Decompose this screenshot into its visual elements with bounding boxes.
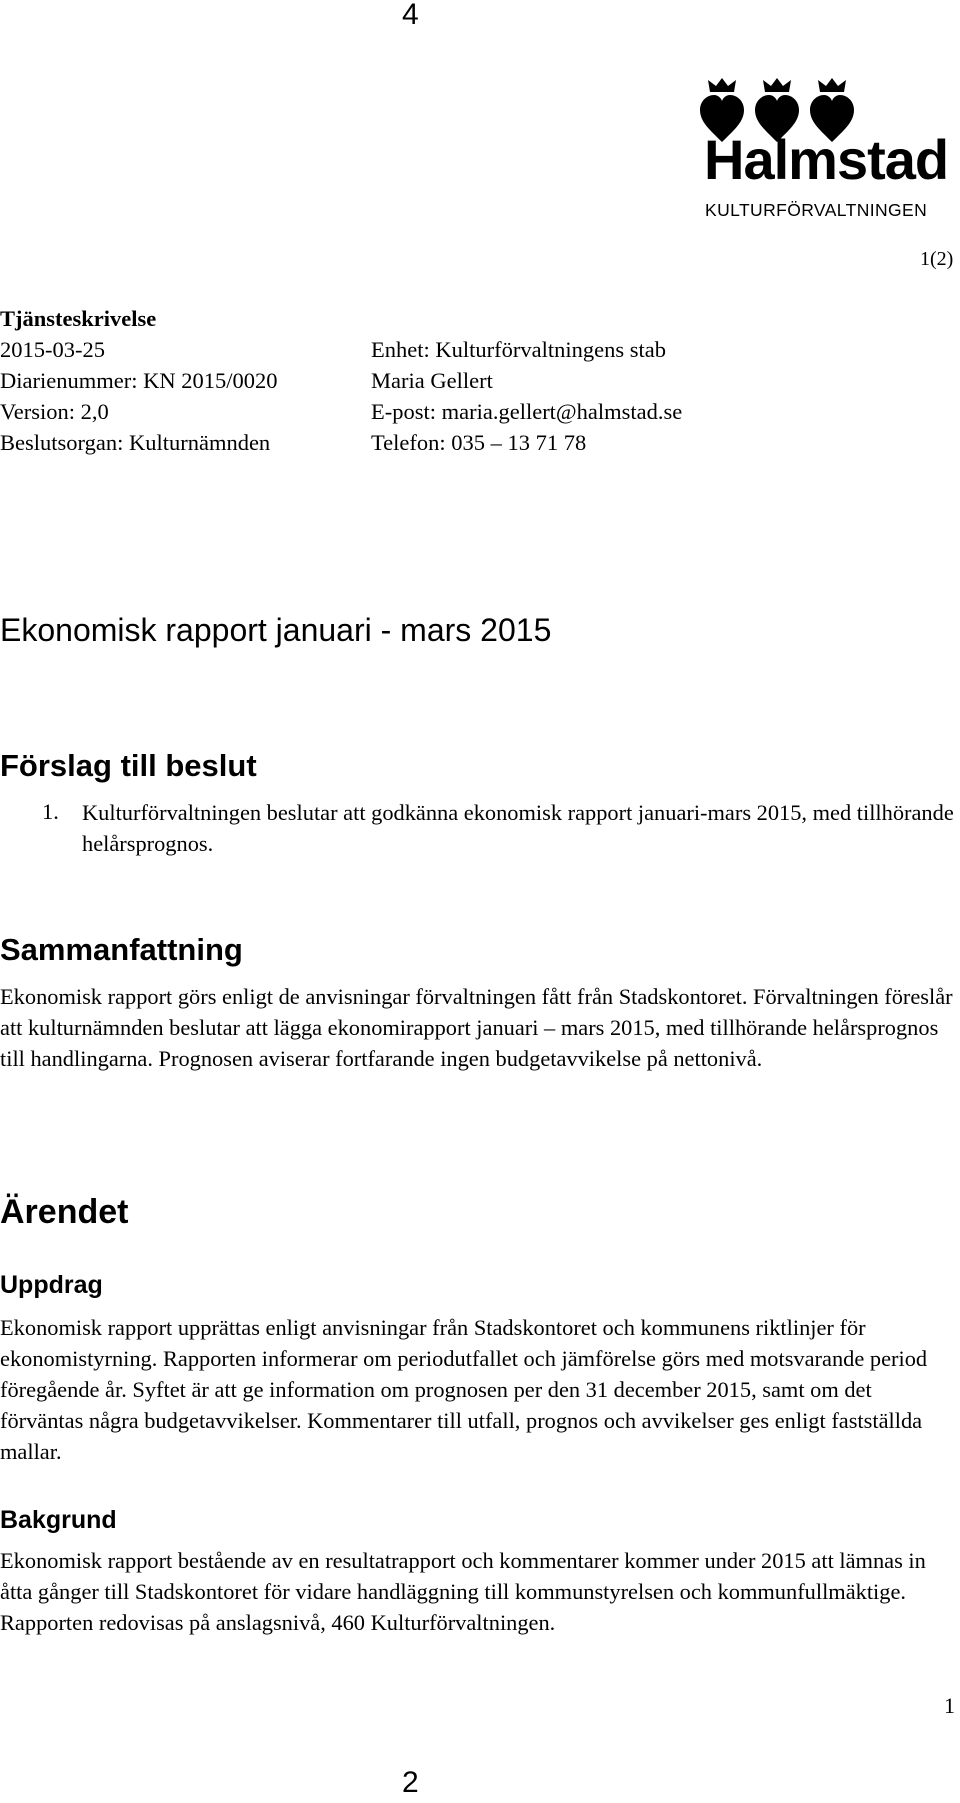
doc-date: 2015-03-25 (0, 337, 105, 362)
page-number: 1 (944, 1693, 955, 1718)
contact-name: Maria Gellert (371, 368, 493, 393)
enhet: Enhet: Kulturförvaltningens stab (371, 337, 666, 362)
forslag-item-text: Kulturförvaltningen beslutar att godkänna ekonomisk rapport januari-mars 2015, med tillhörande helårsprognos. (82, 800, 954, 856)
bakgrund-heading: Bakgrund (0, 1506, 117, 1534)
contact-phone: Telefon: 035 – 13 71 78 (371, 430, 587, 455)
arendet-heading: Ärendet (0, 1193, 129, 1231)
beslutsorgan: Beslutsorgan: Kulturnämnden (0, 430, 271, 455)
version: Version: 2,0 (0, 399, 109, 424)
document-title: Ekonomisk rapport januari - mars 2015 (0, 612, 552, 648)
doc-type: Tjänsteskrivelse (0, 306, 157, 331)
sammanfattning-heading: Sammanfattning (0, 932, 243, 967)
forslag-item-number: 1. (42, 799, 59, 824)
forslag-heading: Förslag till beslut (0, 748, 257, 783)
contact-email: E-post: maria.gellert@halmstad.se (371, 399, 683, 424)
logo-wordmark: Halmstad (704, 128, 949, 191)
uppdrag-text: Ekonomisk rapport upprättas enligt anvisningar från Stadskontoret och kommunens riktlinjer för ekonomistyrning. Rapporten informerar om periodutfallet och jämförelse görs med motsvarande period föregående år. Syftet är att ge information om prognosen per den 31 december 2015, samt om det förväntas några budgetavvikelser. Kommentarer till utfall, prognos och avvikelser ges enligt fastställda mallar. (0, 1315, 928, 1464)
diarienummer: Diarienummer: KN 2015/0020 (0, 368, 278, 393)
top-page-marker: 4 (402, 0, 419, 31)
halmstad-logo (700, 78, 960, 228)
page-count: 1(2) (920, 248, 954, 270)
bottom-page-marker: 2 (402, 1766, 419, 1799)
sammanfattning-text: Ekonomisk rapport görs enligt de anvisningar förvaltningen fått från Stadskontoret. Förvaltningen föreslår att kulturnämnden beslutar att lägga ekonomirapport januari – mars 2015, med tillhörande helårsprognos till handlingarna. Prognosen aviserar fortfarande ingen budgetavvikelse på nettonivå. (0, 984, 953, 1071)
uppdrag-heading: Uppdrag (0, 1271, 103, 1299)
logo-subtitle: KULTURFÖRVALTNINGEN (705, 200, 928, 220)
bakgrund-text: Ekonomisk rapport bestående av en resultatrapport och kommentarer kommer under 2015 att lämnas in åtta gånger till Stadskontoret för vidare handläggning till kommunstyrelsen och kommunfullmäktige. Rapporten redovisas på anslagsnivå, 460 Kulturförvaltningen. (0, 1548, 926, 1635)
